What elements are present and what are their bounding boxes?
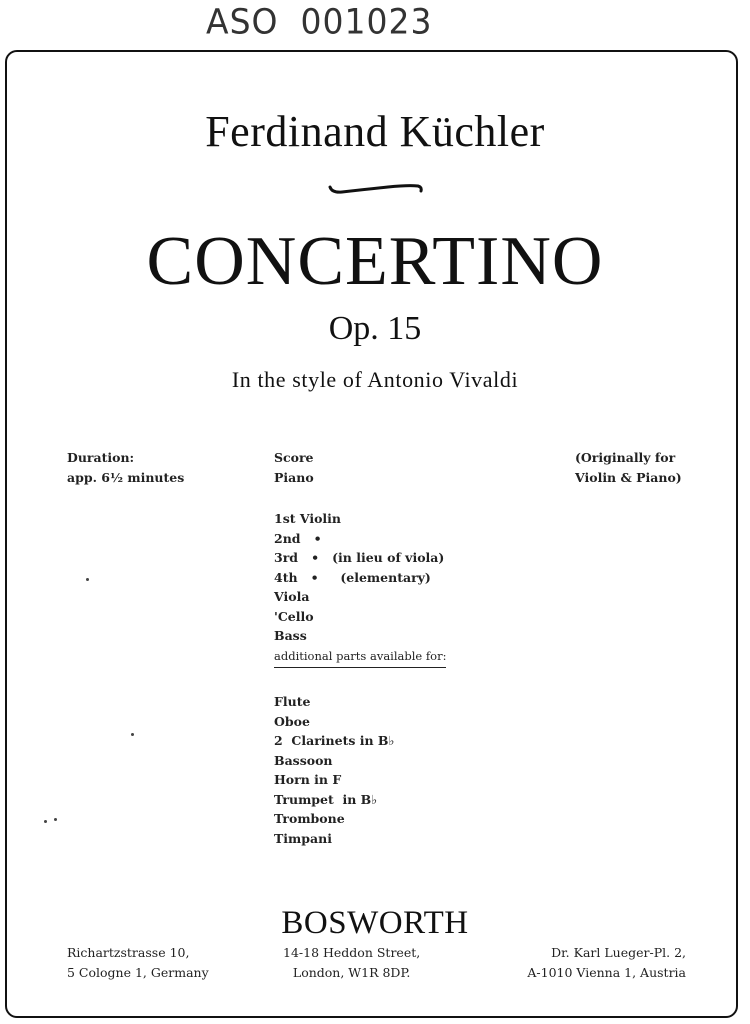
composer-name: Ferdinand Küchler <box>205 107 545 156</box>
part-item: 2 Clarinets in B♭ <box>274 733 395 748</box>
catalog-number: 001023 <box>300 1 433 42</box>
part-item: 2nd • <box>274 530 322 546</box>
part-item: Bassoon <box>274 752 333 768</box>
scan-speck <box>131 733 134 736</box>
part-item: 4th • (elementary) <box>274 569 431 585</box>
part-item: 3rd • (in lieu of viola) <box>274 550 445 565</box>
address-line: 14-18 Heddon Street, <box>283 945 421 960</box>
ornament-swash-icon <box>328 181 424 197</box>
part-item: Trombone <box>274 811 345 826</box>
catalog-stamp <box>206 1 432 42</box>
scan-speck <box>86 578 89 581</box>
address-cologne <box>67 943 209 983</box>
address-vienna <box>496 943 686 983</box>
address-line: London, W1R 8DP. <box>292 965 411 980</box>
scan-speck <box>54 818 57 821</box>
part-item: Timpani <box>274 830 332 846</box>
part-item: Score <box>274 450 314 465</box>
part-item: 'Cello <box>274 608 314 624</box>
address-line: 5 Cologne 1, Germany <box>67 965 209 980</box>
part-item: 1st Violin <box>274 511 342 526</box>
parts-list <box>274 448 446 848</box>
duration-block <box>67 448 184 487</box>
part-item: Bass <box>274 628 307 643</box>
scan-speck <box>44 820 47 823</box>
address-line: A-1010 Vienna 1, Austria <box>527 965 686 980</box>
additional-parts-heading: additional parts available for: <box>274 647 446 669</box>
original-note-line2: Violin & Piano) <box>575 469 682 485</box>
work-title: CONCERTINO <box>146 223 604 300</box>
part-item: Oboe <box>274 713 310 729</box>
part-item: Trumpet in B♭ <box>274 791 378 807</box>
subtitle: In the style of Antonio Vivaldi <box>231 367 519 392</box>
part-item: Viola <box>274 589 310 604</box>
address-line: Dr. Karl Lueger-Pl. 2, <box>551 945 686 960</box>
part-item: Piano <box>274 469 314 485</box>
publisher-name: BOSWORTH <box>281 905 469 941</box>
catalog-prefix: ASO <box>206 1 279 42</box>
original-instrumentation-note <box>575 448 682 487</box>
part-item: Horn in F <box>274 772 342 787</box>
part-item: Flute <box>274 694 311 709</box>
original-note-line1: (Originally for <box>575 450 676 465</box>
address-london <box>283 943 420 983</box>
duration-value: app. 6½ minutes <box>67 469 185 485</box>
address-line: Richartzstrasse 10, <box>67 945 190 960</box>
duration-label: Duration: <box>67 450 135 465</box>
opus-number: Op. 15 <box>328 310 422 347</box>
